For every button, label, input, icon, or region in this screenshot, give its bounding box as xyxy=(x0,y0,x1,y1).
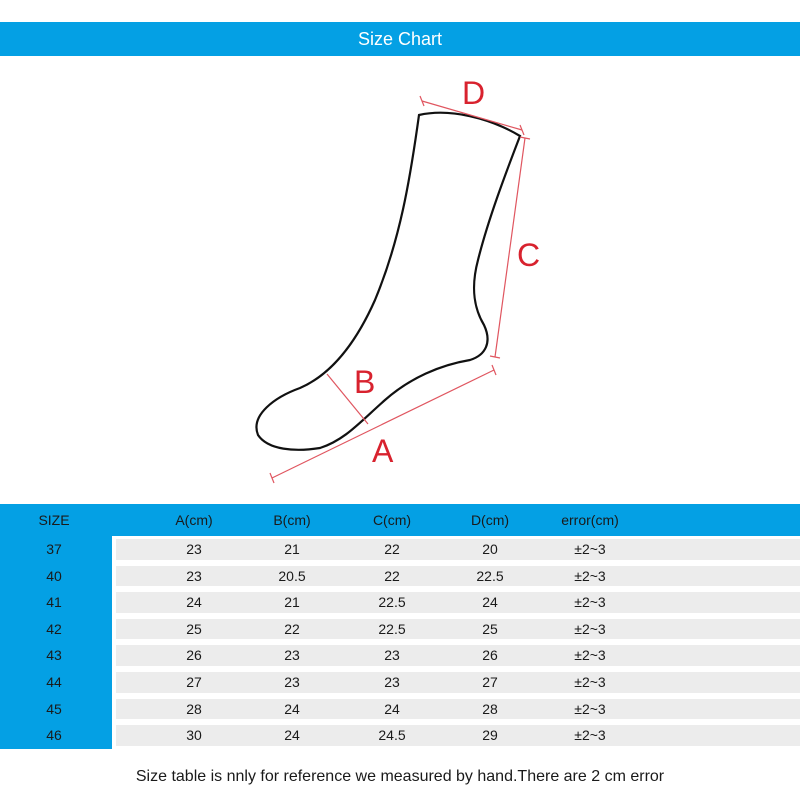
label-d: D xyxy=(462,75,486,111)
cell-error: ±2~3 xyxy=(574,727,606,744)
header-b: B(cm) xyxy=(273,512,311,528)
cell-size: 45 xyxy=(46,700,62,717)
cell-b: 24 xyxy=(284,700,300,717)
row-stripe xyxy=(116,672,800,693)
row-stripe xyxy=(116,592,800,613)
label-b: B xyxy=(354,364,376,400)
cell-size: 43 xyxy=(46,647,62,664)
cell-d: 27 xyxy=(482,674,498,690)
cell-b: 24 xyxy=(284,727,300,744)
sock-outline xyxy=(256,113,520,450)
cell-error: ±2~3 xyxy=(574,567,606,584)
cell-error: ±2~3 xyxy=(574,541,606,557)
table-row xyxy=(0,642,800,669)
cell-a: 28 xyxy=(186,700,202,717)
cell-a: 24 xyxy=(186,594,202,611)
cell-c: 22 xyxy=(384,567,400,584)
cell-d: 26 xyxy=(482,647,498,664)
cell-b: 23 xyxy=(284,647,300,664)
title-bar xyxy=(0,22,800,56)
header-c: C(cm) xyxy=(372,512,412,528)
cell-c: 23 xyxy=(384,674,400,690)
cell-c: 23 xyxy=(384,647,400,664)
label-a: A xyxy=(372,433,394,469)
cell-size: 37 xyxy=(46,541,62,557)
cell-error: ±2~3 xyxy=(574,594,606,611)
row-stripe xyxy=(116,566,800,587)
header-d: D(cm) xyxy=(470,512,510,528)
cell-size: 44 xyxy=(46,674,62,690)
cell-b: 21 xyxy=(284,594,300,611)
row-stripe xyxy=(116,645,800,666)
cell-size: 41 xyxy=(46,594,62,611)
cell-error: ±2~3 xyxy=(574,647,606,664)
table-row xyxy=(0,669,800,696)
cell-a: 23 xyxy=(186,541,202,557)
table-row xyxy=(0,563,800,590)
cell-b: 21 xyxy=(284,541,300,557)
sock-diagram xyxy=(0,56,800,500)
cell-b: 20.5 xyxy=(278,567,306,584)
cell-d: 22.5 xyxy=(476,567,504,584)
cell-d: 20 xyxy=(482,541,498,557)
table-row xyxy=(0,589,800,616)
header-size: SIZE xyxy=(38,512,70,528)
cell-b: 22 xyxy=(284,620,300,637)
footer-note: Size table is nnly for reference we measured by hand.There are 2 cm error xyxy=(135,768,665,785)
cell-d: 28 xyxy=(482,700,498,717)
cell-error: ±2~3 xyxy=(574,700,606,717)
cell-c: 24 xyxy=(384,700,400,717)
table-header xyxy=(0,504,800,536)
cell-d: 29 xyxy=(482,727,498,744)
page-title: Size Chart xyxy=(357,28,443,49)
cell-a: 30 xyxy=(186,727,202,744)
table-row xyxy=(0,536,800,563)
row-stripe xyxy=(116,619,800,640)
row-stripe xyxy=(116,539,800,560)
header-error: error(cm) xyxy=(561,512,619,528)
cell-d: 25 xyxy=(482,620,498,637)
cell-a: 25 xyxy=(186,620,202,637)
cell-size: 42 xyxy=(46,620,62,637)
table-row xyxy=(0,616,800,643)
cell-b: 23 xyxy=(284,674,300,690)
table-row xyxy=(0,722,800,749)
label-c: C xyxy=(517,237,541,273)
table-row xyxy=(0,696,800,723)
cell-size: 46 xyxy=(46,727,62,744)
cell-c: 22.5 xyxy=(378,594,406,611)
cell-error: ±2~3 xyxy=(574,674,606,690)
cell-a: 26 xyxy=(186,647,202,664)
cell-error: ±2~3 xyxy=(574,620,606,637)
row-stripe xyxy=(116,725,800,746)
cell-size: 40 xyxy=(46,567,62,584)
cell-c: 22 xyxy=(384,541,400,557)
cell-c: 24.5 xyxy=(378,727,406,744)
cell-a: 27 xyxy=(186,674,202,690)
row-stripe xyxy=(116,699,800,720)
cell-d: 24 xyxy=(482,594,498,611)
cell-c: 22.5 xyxy=(378,620,406,637)
header-a: A(cm) xyxy=(175,512,213,528)
cell-a: 23 xyxy=(186,567,202,584)
